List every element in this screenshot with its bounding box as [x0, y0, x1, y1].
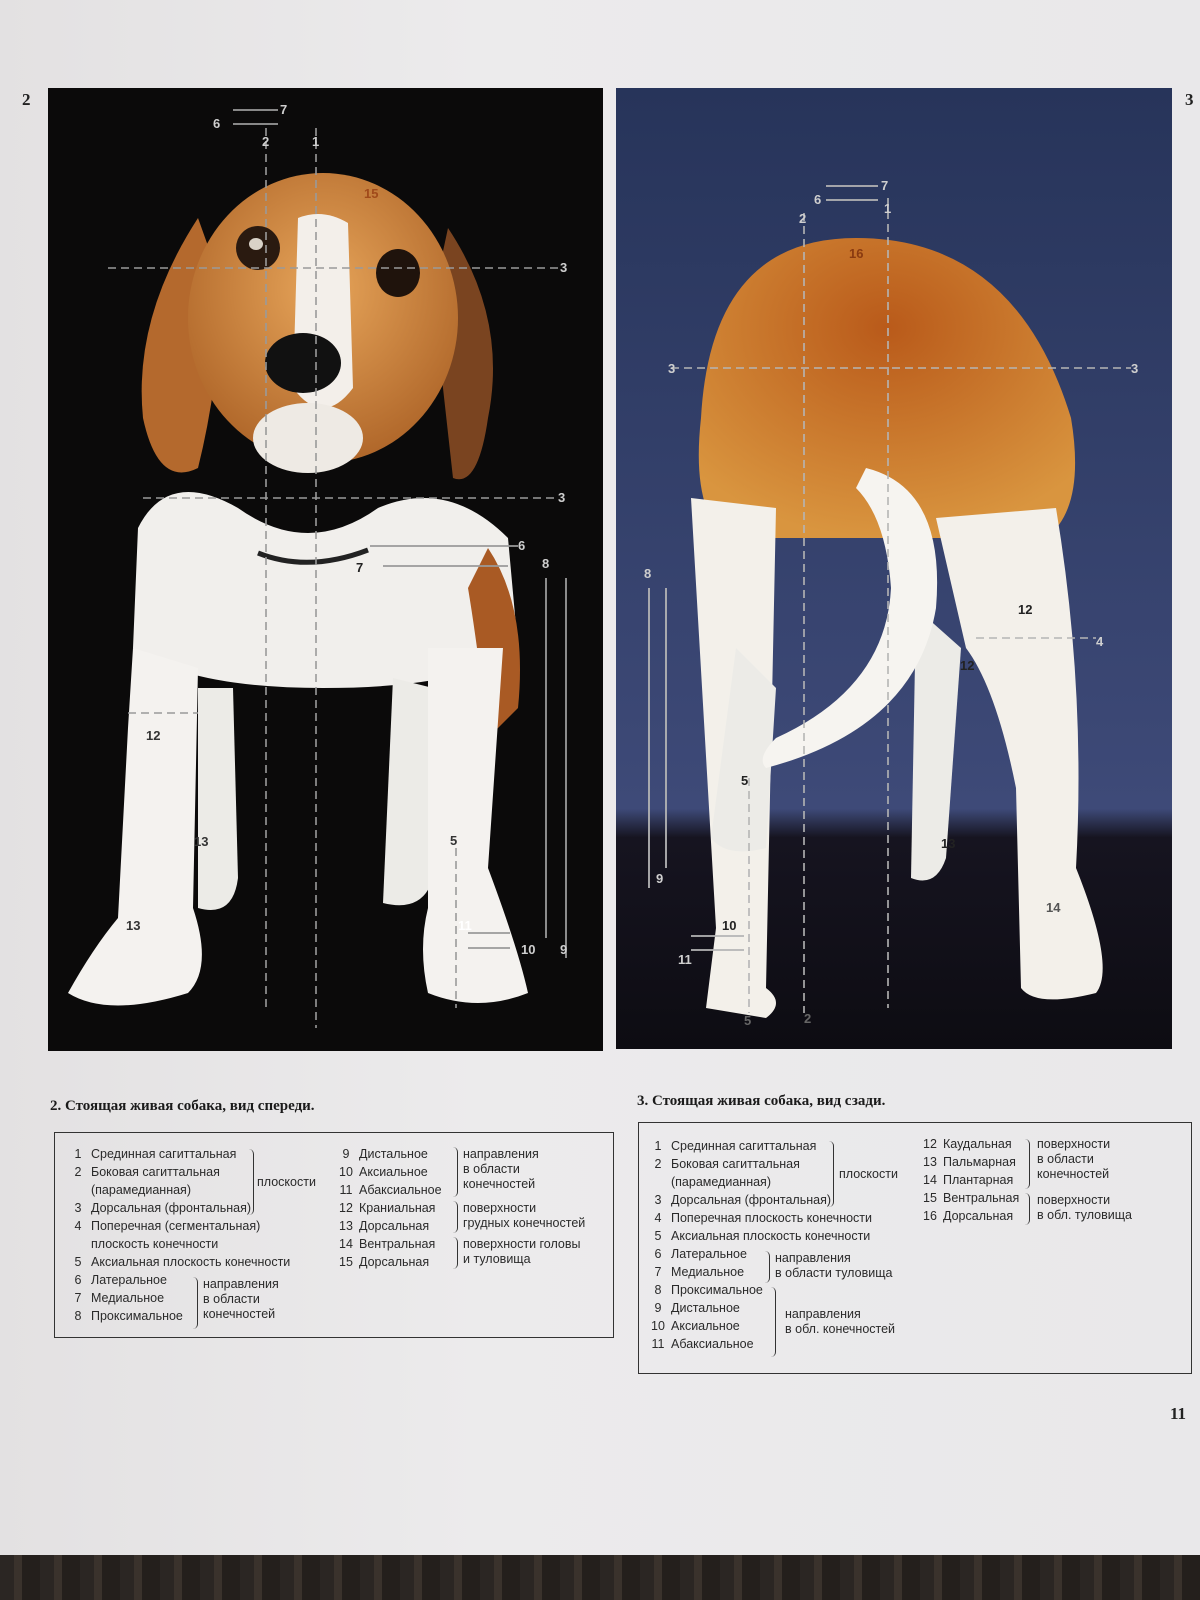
legend-row — [917, 1207, 1019, 1225]
label-12a: 12 — [1018, 602, 1033, 617]
group-label-line: конечностей — [203, 1307, 276, 1321]
legend-row — [645, 1137, 872, 1155]
legend-num: 4 — [654, 1211, 662, 1225]
legend-num: 10 — [651, 1319, 665, 1333]
legend-text: (парамедианная) — [671, 1175, 771, 1189]
legend-text: Боковая сагиттальная — [91, 1165, 220, 1179]
background-surface — [0, 1555, 1200, 1600]
legend-row — [333, 1199, 442, 1217]
legend-text: Дорсальная — [359, 1255, 430, 1269]
legend-text: (парамедианная) — [91, 1183, 191, 1197]
legend-num: 2 — [74, 1165, 82, 1179]
label-2: 2 — [799, 211, 807, 226]
legend-text: Плантарная — [943, 1173, 1014, 1187]
label-10: 10 — [521, 942, 536, 957]
label-12b: 12 — [960, 658, 975, 673]
legend-text: Медиальное — [91, 1291, 165, 1305]
legend-row — [65, 1253, 290, 1271]
legend-num — [65, 1181, 91, 1199]
legend-row — [917, 1171, 1019, 1189]
photo-dog-front — [48, 88, 603, 1051]
figure-number-left: 2 — [22, 90, 31, 109]
legend-num: 15 — [923, 1191, 937, 1205]
label-7b: 7 — [356, 560, 364, 575]
label-7: 7 — [280, 102, 288, 117]
legend-text: Проксимальное — [671, 1283, 763, 1297]
label-4: 4 — [1096, 634, 1104, 649]
legend-text: Вентральная — [359, 1237, 436, 1251]
brace — [451, 1201, 458, 1233]
label-6: 6 — [814, 192, 822, 207]
brace — [247, 1149, 254, 1215]
legend-text: Латеральное — [91, 1273, 167, 1287]
legend-text: Срединная сагиттальная — [671, 1139, 817, 1153]
legend-row — [645, 1335, 872, 1353]
legend-text: Дистальное — [359, 1147, 428, 1161]
group-label-line: в области туловища — [775, 1266, 893, 1280]
group-label-line: конечностей — [463, 1177, 536, 1191]
legend-row — [645, 1173, 872, 1191]
label-6b: 6 — [518, 538, 526, 553]
legend-row — [333, 1217, 442, 1235]
legend-text: Срединная сагиттальная — [91, 1147, 237, 1161]
legend-num: 8 — [654, 1283, 662, 1297]
legend-row — [645, 1191, 872, 1209]
legend-text: плоскость конечности — [91, 1237, 219, 1251]
label-5b: 5 — [744, 1013, 752, 1028]
legend-num: 14 — [923, 1173, 937, 1187]
label-10: 10 — [722, 918, 737, 933]
label-13a: 13 — [194, 834, 209, 849]
label-13: 13 — [941, 836, 956, 851]
legend-row — [333, 1163, 442, 1181]
legend-row — [65, 1199, 290, 1217]
label-14: 14 — [1046, 900, 1061, 915]
label-8: 8 — [644, 566, 652, 581]
legend-num: 16 — [923, 1209, 937, 1223]
group-label-line: в области — [1037, 1152, 1094, 1166]
legend-text: Каудальная — [943, 1137, 1012, 1151]
legend-row — [645, 1209, 872, 1227]
legend-text: Дорсальная (фронтальная) — [671, 1193, 831, 1207]
legend-num: 11 — [339, 1183, 353, 1197]
group-label-line: и туловища — [463, 1252, 531, 1266]
legend-num: 4 — [74, 1219, 82, 1233]
legend-text: Поперечная плоскость конечности — [671, 1211, 873, 1225]
legend-num: 3 — [654, 1193, 662, 1207]
legend-num: 14 — [339, 1237, 353, 1251]
legend-num: 8 — [74, 1309, 82, 1323]
legend-num — [645, 1173, 671, 1191]
label-15: 15 — [364, 186, 379, 201]
legend-num: 1 — [74, 1147, 82, 1161]
legend-num: 5 — [654, 1229, 662, 1243]
legend-num: 3 — [74, 1201, 82, 1215]
legend-row — [65, 1217, 290, 1235]
legend-front-list-right — [333, 1145, 442, 1271]
legend-text: Латеральное — [671, 1247, 747, 1261]
brace — [451, 1147, 458, 1197]
legend-text: Абаксиальное — [671, 1337, 754, 1351]
legend-num: 13 — [923, 1155, 937, 1169]
group-label-line: грудных конечностей — [463, 1216, 586, 1230]
label-12: 12 — [146, 728, 161, 743]
legend-text: Боковая сагиттальная — [671, 1157, 800, 1171]
legend-text: Абаксиальное — [359, 1183, 442, 1197]
label-1: 1 — [312, 134, 320, 149]
legend-back-list-right — [917, 1135, 1019, 1225]
brace — [1023, 1139, 1030, 1189]
legend-num: 11 — [651, 1337, 665, 1351]
legend-back — [638, 1122, 1192, 1374]
label-9: 9 — [656, 871, 664, 886]
legend-row — [333, 1235, 442, 1253]
brace — [763, 1251, 770, 1283]
legend-num: 12 — [339, 1201, 353, 1215]
legend-text: Пальмарная — [943, 1155, 1016, 1169]
legend-text: Дорсальная (фронтальная) — [91, 1201, 251, 1215]
group-label-line: направления — [463, 1147, 539, 1161]
group-label-line: в области — [463, 1162, 520, 1176]
legend-row — [333, 1145, 442, 1163]
label-8: 8 — [542, 556, 550, 571]
group-label-line: поверхности головы — [463, 1237, 581, 1251]
legend-num: 15 — [339, 1255, 353, 1269]
brace — [191, 1277, 198, 1329]
group-label-line: направления — [203, 1277, 279, 1291]
label-2b: 2 — [804, 1011, 812, 1026]
legend-num: 7 — [654, 1265, 662, 1279]
group-label — [1037, 1137, 1110, 1182]
group-label-line: в области — [203, 1292, 260, 1306]
label-11: 11 — [678, 952, 692, 967]
legend-num — [65, 1235, 91, 1253]
brace — [827, 1141, 834, 1207]
legend-row — [65, 1235, 290, 1253]
label-9: 9 — [560, 942, 568, 957]
legend-text: Поперечная (сегментальная) — [91, 1219, 261, 1233]
label-3a: 3 — [560, 260, 568, 275]
group-label — [463, 1237, 581, 1267]
legend-num: 1 — [654, 1139, 662, 1153]
label-3a: 3 — [668, 361, 676, 376]
label-5: 5 — [741, 773, 749, 788]
label-5: 5 — [450, 833, 458, 848]
legend-num: 9 — [654, 1301, 662, 1315]
legend-front — [54, 1132, 614, 1338]
legend-text: Дистальное — [671, 1301, 740, 1315]
legend-row — [917, 1189, 1019, 1207]
label-6: 6 — [213, 116, 221, 131]
brace — [1023, 1193, 1030, 1225]
group-label: плоскости — [257, 1175, 316, 1189]
label-2: 2 — [262, 134, 270, 149]
caption-back: 3. Стоящая живая собака, вид сзади. — [637, 1093, 886, 1109]
legend-text: Краниальная — [359, 1201, 436, 1215]
legend-num: 10 — [339, 1165, 353, 1179]
group-label-line: направления — [785, 1307, 861, 1321]
legend-row — [645, 1227, 872, 1245]
group-label — [203, 1277, 279, 1322]
caption-front: 2. Стоящая живая собака, вид спереди. — [50, 1098, 315, 1114]
group-label — [463, 1147, 539, 1192]
photo-dog-back — [616, 88, 1172, 1049]
legend-text: Дорсальная — [943, 1209, 1014, 1223]
legend-text: Аксиальное — [359, 1165, 428, 1179]
group-label — [775, 1251, 892, 1281]
legend-num: 6 — [654, 1247, 662, 1261]
group-label — [463, 1201, 585, 1231]
group-label-line: поверхности — [463, 1201, 537, 1215]
brace — [769, 1287, 776, 1357]
group-label — [1037, 1193, 1132, 1223]
group-label — [785, 1307, 895, 1337]
legend-text: Проксимальное — [91, 1309, 183, 1323]
legend-num: 2 — [654, 1157, 662, 1171]
figure-number-right: 3 — [1185, 90, 1194, 109]
label-16: 16 — [849, 246, 864, 261]
label-3b: 3 — [1131, 361, 1139, 376]
legend-text: Медиальное — [671, 1265, 745, 1279]
label-13b: 13 — [126, 918, 141, 933]
legend-num: 6 — [74, 1273, 82, 1287]
legend-num: 7 — [74, 1291, 82, 1305]
group-label-line: поверхности — [1037, 1137, 1111, 1151]
legend-row — [65, 1145, 290, 1163]
label-3b: 3 — [558, 490, 566, 505]
legend-text: Дорсальная — [359, 1219, 430, 1233]
legend-num: 5 — [74, 1255, 82, 1269]
legend-text: Аксиальная плоскость конечности — [671, 1229, 871, 1243]
group-label-line: поверхности — [1037, 1193, 1111, 1207]
legend-text: Вентральная — [943, 1191, 1020, 1205]
legend-text: Аксиальная плоскость конечности — [91, 1255, 291, 1269]
label-7: 7 — [881, 178, 889, 193]
legend-row — [333, 1181, 442, 1199]
label-1: 1 — [884, 201, 892, 216]
legend-row — [917, 1153, 1019, 1171]
group-label-line: конечностей — [1037, 1167, 1110, 1181]
label-11: 11 — [458, 918, 472, 933]
legend-row — [917, 1135, 1019, 1153]
group-label-line: направления — [775, 1251, 851, 1265]
legend-row — [333, 1253, 442, 1271]
group-label-line: в обл. конечностей — [785, 1322, 896, 1336]
legend-row — [645, 1155, 872, 1173]
page-folio: 11 — [1170, 1404, 1187, 1423]
legend-row — [645, 1281, 872, 1299]
brace — [451, 1237, 458, 1269]
legend-num: 12 — [923, 1137, 937, 1151]
legend-num: 9 — [342, 1147, 350, 1161]
group-label: плоскости — [839, 1167, 898, 1181]
group-label-line: в обл. туловища — [1037, 1208, 1132, 1222]
legend-num: 13 — [339, 1219, 353, 1233]
legend-text: Аксиальное — [671, 1319, 740, 1333]
